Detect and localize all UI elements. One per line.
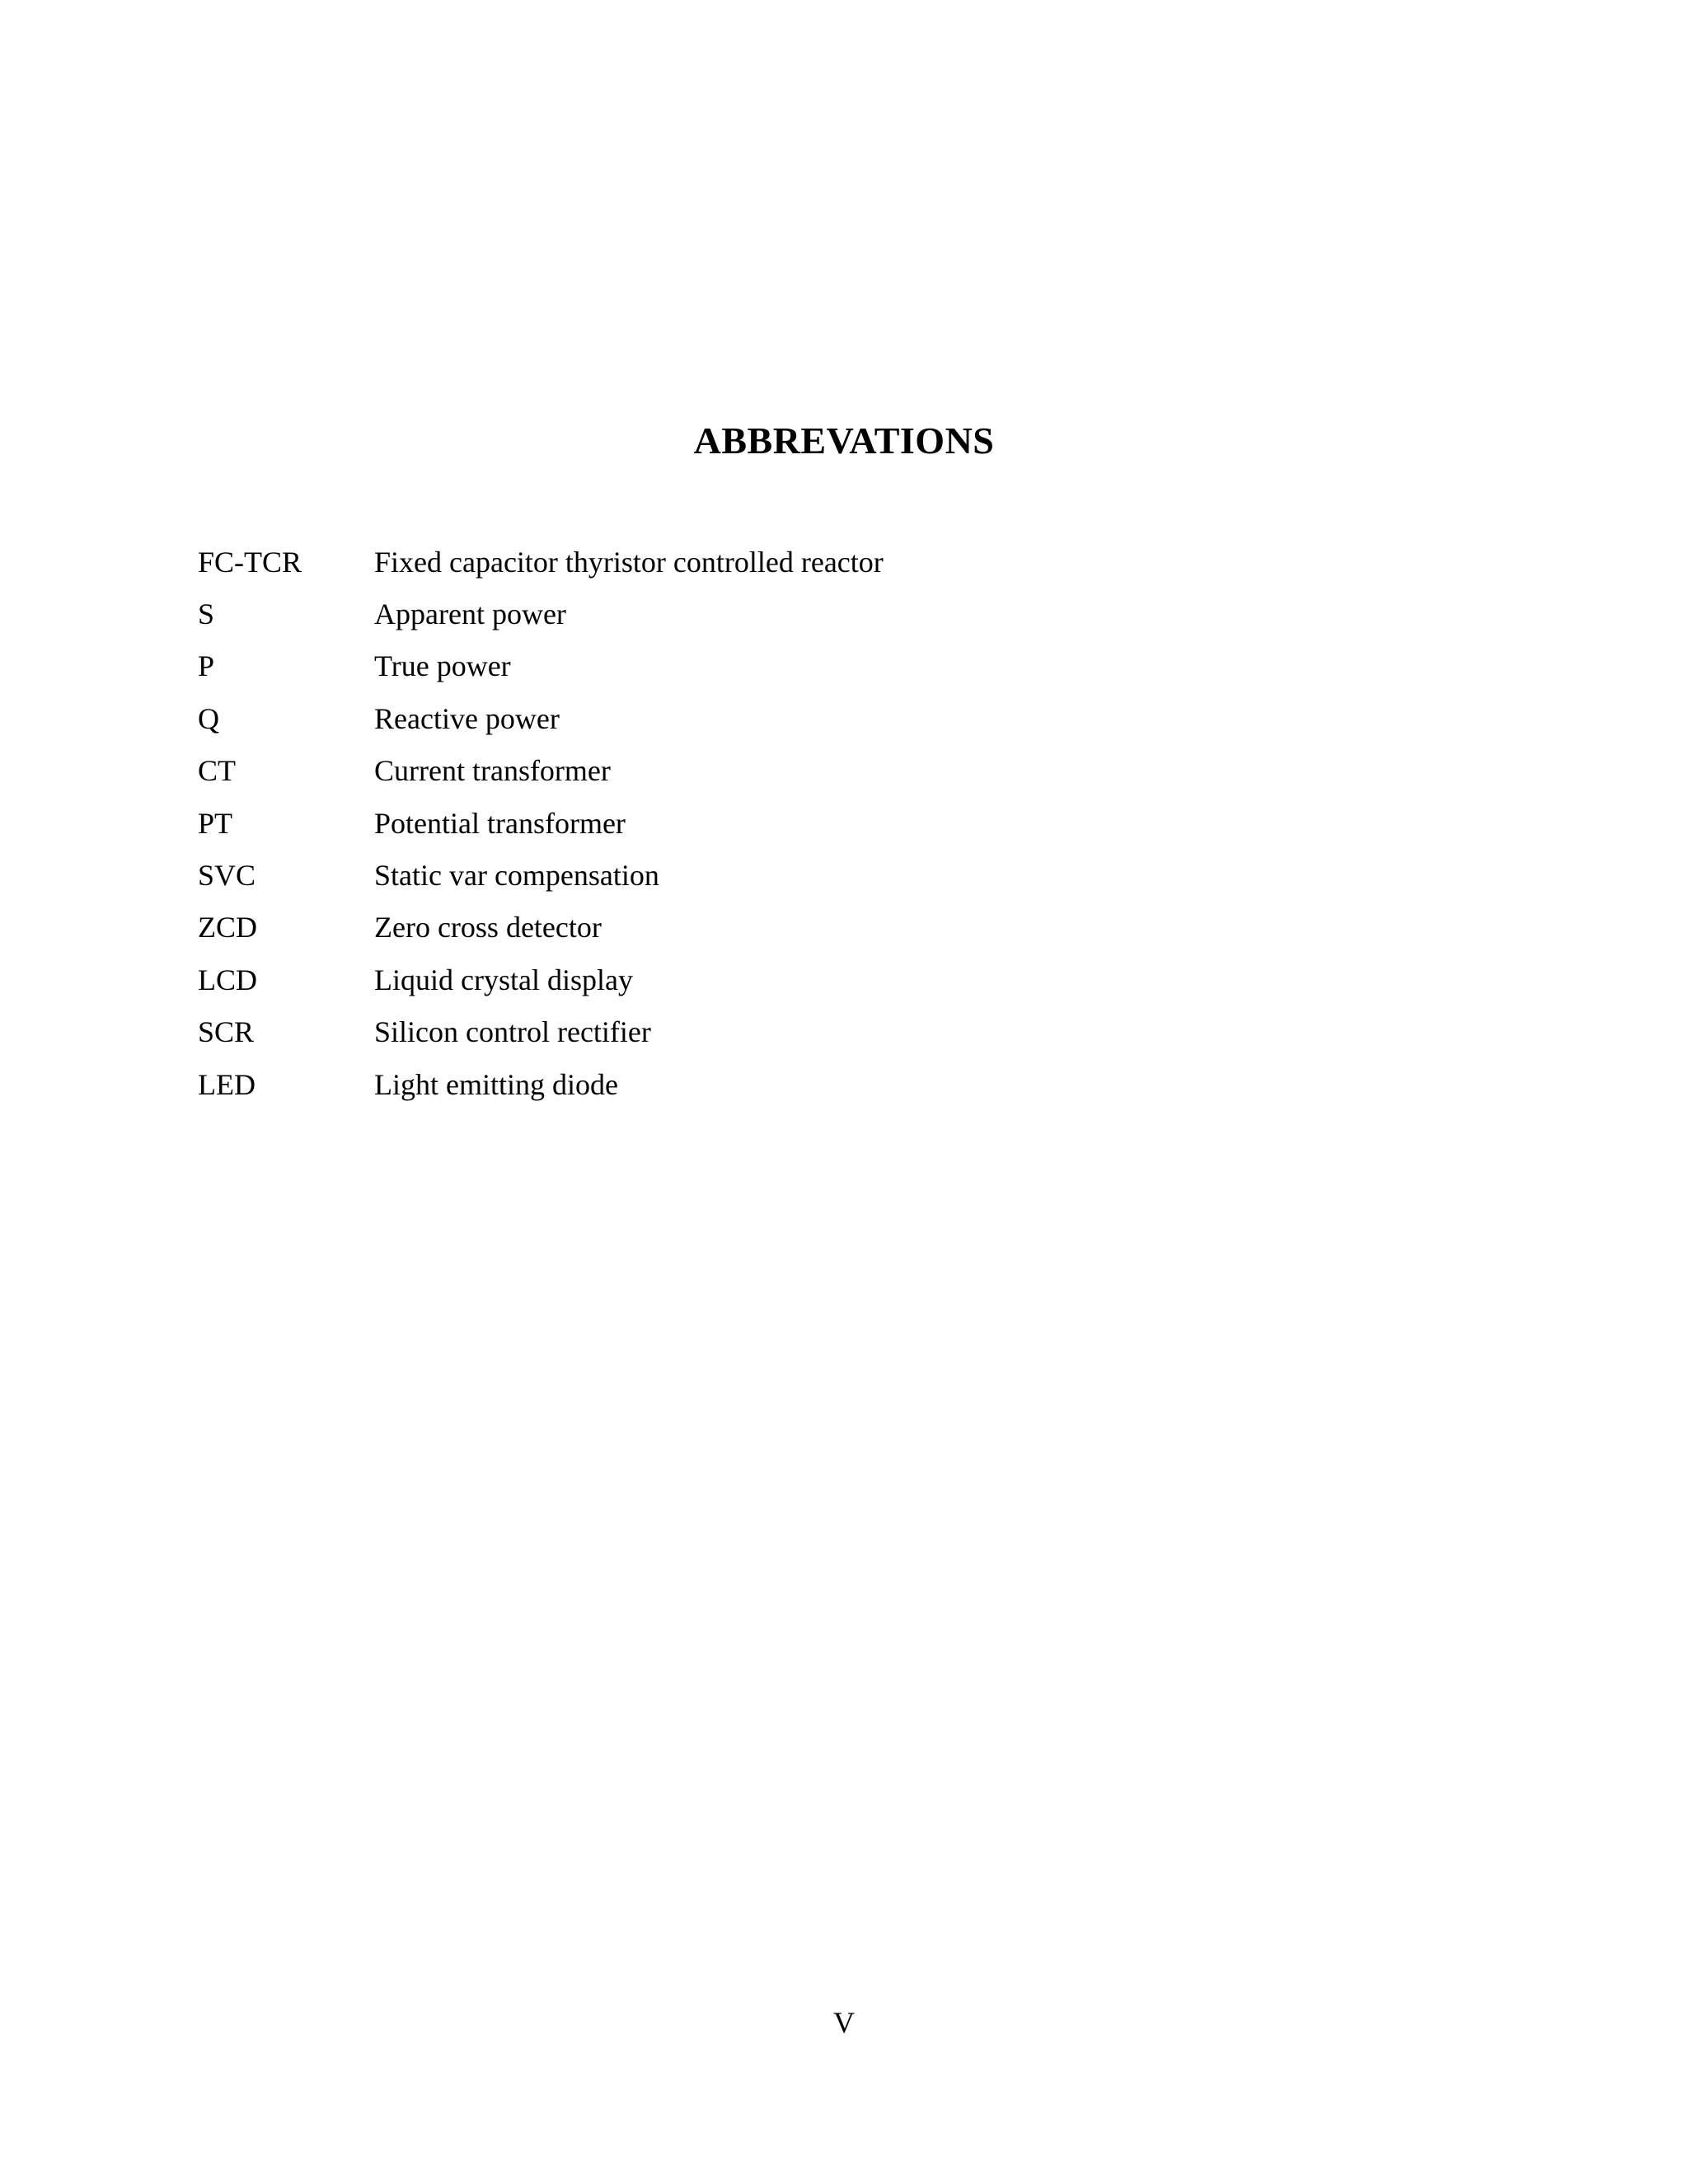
abbreviation-row-scr <box>198 1006 1517 1058</box>
abbreviation-term: CT <box>198 754 237 788</box>
abbreviation-term: SVC <box>198 859 256 893</box>
abbreviation-term: ZCD <box>198 911 257 944</box>
abbreviation-row-zcd <box>198 902 1517 954</box>
abbreviation-row-pt <box>198 797 1517 849</box>
abbreviation-definition: Light emitting diode <box>374 1067 618 1101</box>
abbreviation-term: P <box>198 649 215 683</box>
abbreviation-row-ct <box>198 745 1517 797</box>
abbreviation-definition: Reactive power <box>374 701 560 735</box>
abbreviation-definition: Static var compensation <box>374 859 659 893</box>
abbreviation-term: LED <box>198 1067 256 1101</box>
abbreviation-term: SCR <box>198 1015 255 1049</box>
abbreviation-definition: Fixed capacitor thyristor controlled reactor <box>374 545 884 579</box>
abbreviation-row-q <box>198 692 1517 744</box>
abbreviation-term: PT <box>198 806 233 840</box>
abbreviation-definition: Apparent power <box>374 598 566 631</box>
abbreviation-definition: Liquid crystal display <box>374 963 633 996</box>
page-number: V <box>833 2006 855 2039</box>
abbreviation-definition: Potential transformer <box>374 806 626 840</box>
abbreviation-term: LCD <box>198 963 257 996</box>
page-title: ABBREVATIONS <box>693 419 995 462</box>
abbreviation-row-lcd <box>198 954 1517 1005</box>
abbreviation-definition: True power <box>374 649 511 683</box>
abbreviation-definition: Zero cross detector <box>374 911 602 944</box>
abbreviation-definition: Silicon control rectifier <box>374 1015 651 1049</box>
abbreviation-row-p <box>198 640 1517 692</box>
abbreviation-term: Q <box>198 701 219 735</box>
abbreviation-row-led <box>198 1058 1517 1110</box>
abbreviation-row-svc <box>198 849 1517 901</box>
abbreviation-term: FC-TCR <box>198 545 302 579</box>
abbreviation-definition: Current transformer <box>374 754 611 788</box>
abbreviation-term: S <box>198 598 215 631</box>
abbreviation-row-fc-tcr <box>198 536 1517 588</box>
abbreviation-row-s <box>198 588 1517 640</box>
abbreviation-list <box>198 536 1517 1110</box>
